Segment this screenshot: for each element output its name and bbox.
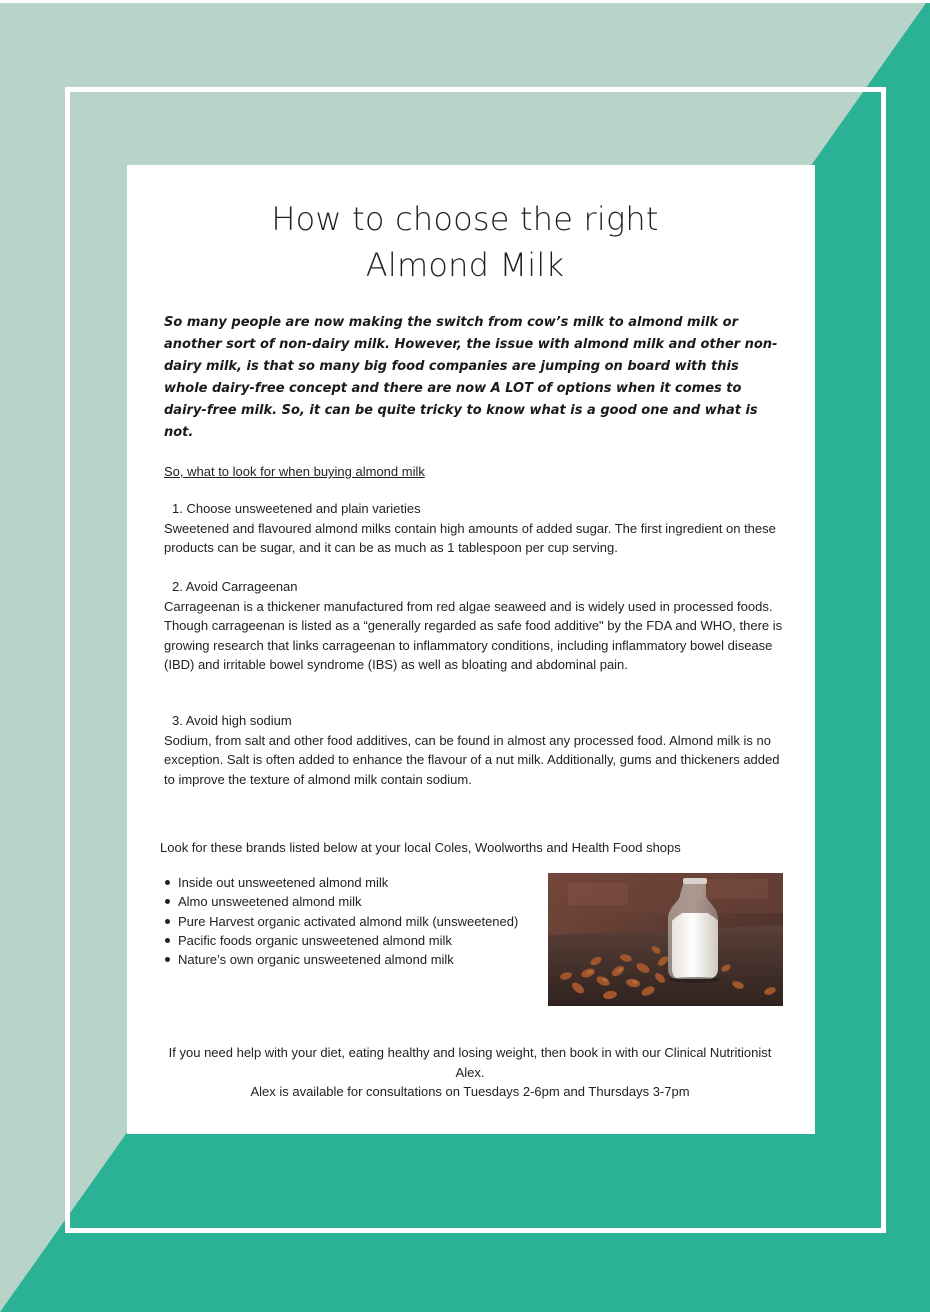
tip-heading: 3. Avoid high sodium <box>172 713 292 728</box>
list-item: Pure Harvest organic activated almond milk (unsweetened) <box>164 912 518 931</box>
tip-body: Carrageenan is a thickener manufactured from red algae seaweed and is widely used in processed foods. Though carrageenan is listed as a “generally regarded as safe food additive" by the FDA and WHO, there is growing research that links carrageenan to inflammatory conditions, including inflammatory bowel disease (IBD) and irritable bowel syndrome (IBS) as well as bloating and abdominal pain. <box>164 598 783 672</box>
footer-line-1: If you need help with your diet, eating healthy and losing weight, then book in with our Clinical Nutritionist Alex. <box>168 1045 772 1080</box>
section-subheading: So, what to look for when buying almond milk <box>164 464 425 479</box>
list-item: Nature’s own organic unsweetened almond milk <box>164 950 518 969</box>
footer-line-2: Alex is available for consultations on Tuesdays 2-6pm and Thursdays 3-7pm <box>250 1084 690 1099</box>
tip-section-3 <box>164 711 786 789</box>
list-item: Almo unsweetened almond milk <box>164 892 518 911</box>
almond-milk-photo <box>548 873 783 1006</box>
tip-heading: 2. Avoid Carrageenan <box>172 579 298 594</box>
top-edge <box>0 0 930 3</box>
tip-heading: 1. Choose unsweetened and plain varieties <box>172 501 421 516</box>
tip-body: Sweetened and flavoured almond milks contain high amounts of added sugar. The first ingredient on these products can be sugar, and it can be as much as 1 tablespoon per cup serving. <box>164 520 776 555</box>
brand-list <box>164 873 518 969</box>
brands-intro: Look for these brands listed below at your local Coles, Woolworths and Health Food shops <box>160 840 681 855</box>
list-item: Pacific foods organic unsweetened almond milk <box>164 931 518 950</box>
tip-section-2 <box>164 577 786 675</box>
page-title <box>0 196 930 288</box>
footer-note <box>160 1043 780 1102</box>
page-title-line2: Almond Milk <box>365 246 565 284</box>
intro-paragraph: So many people are now making the switch from cow’s milk to almond milk or another sort of non-dairy milk. However, the issue with almond milk and other non-dairy milk, is that so many big food companies are jumping on board with this whole dairy-free concept and there are now A LOT of options when it comes to dairy-free milk. So, it can be quite tricky to know what is a good one and what is not. <box>164 315 778 440</box>
tip-body: Sodium, from salt and other food additives, can be found in almost any processed food. Almond milk is no exception. Salt is often added to enhance the flavour of a nut milk. Additionally, gums and thickeners added to improve the texture of almond milk contain sodium. <box>164 732 780 787</box>
list-item: Inside out unsweetened almond milk <box>164 873 518 892</box>
page-title-line1: How to choose the right <box>271 200 659 238</box>
tip-section-1 <box>164 499 786 558</box>
